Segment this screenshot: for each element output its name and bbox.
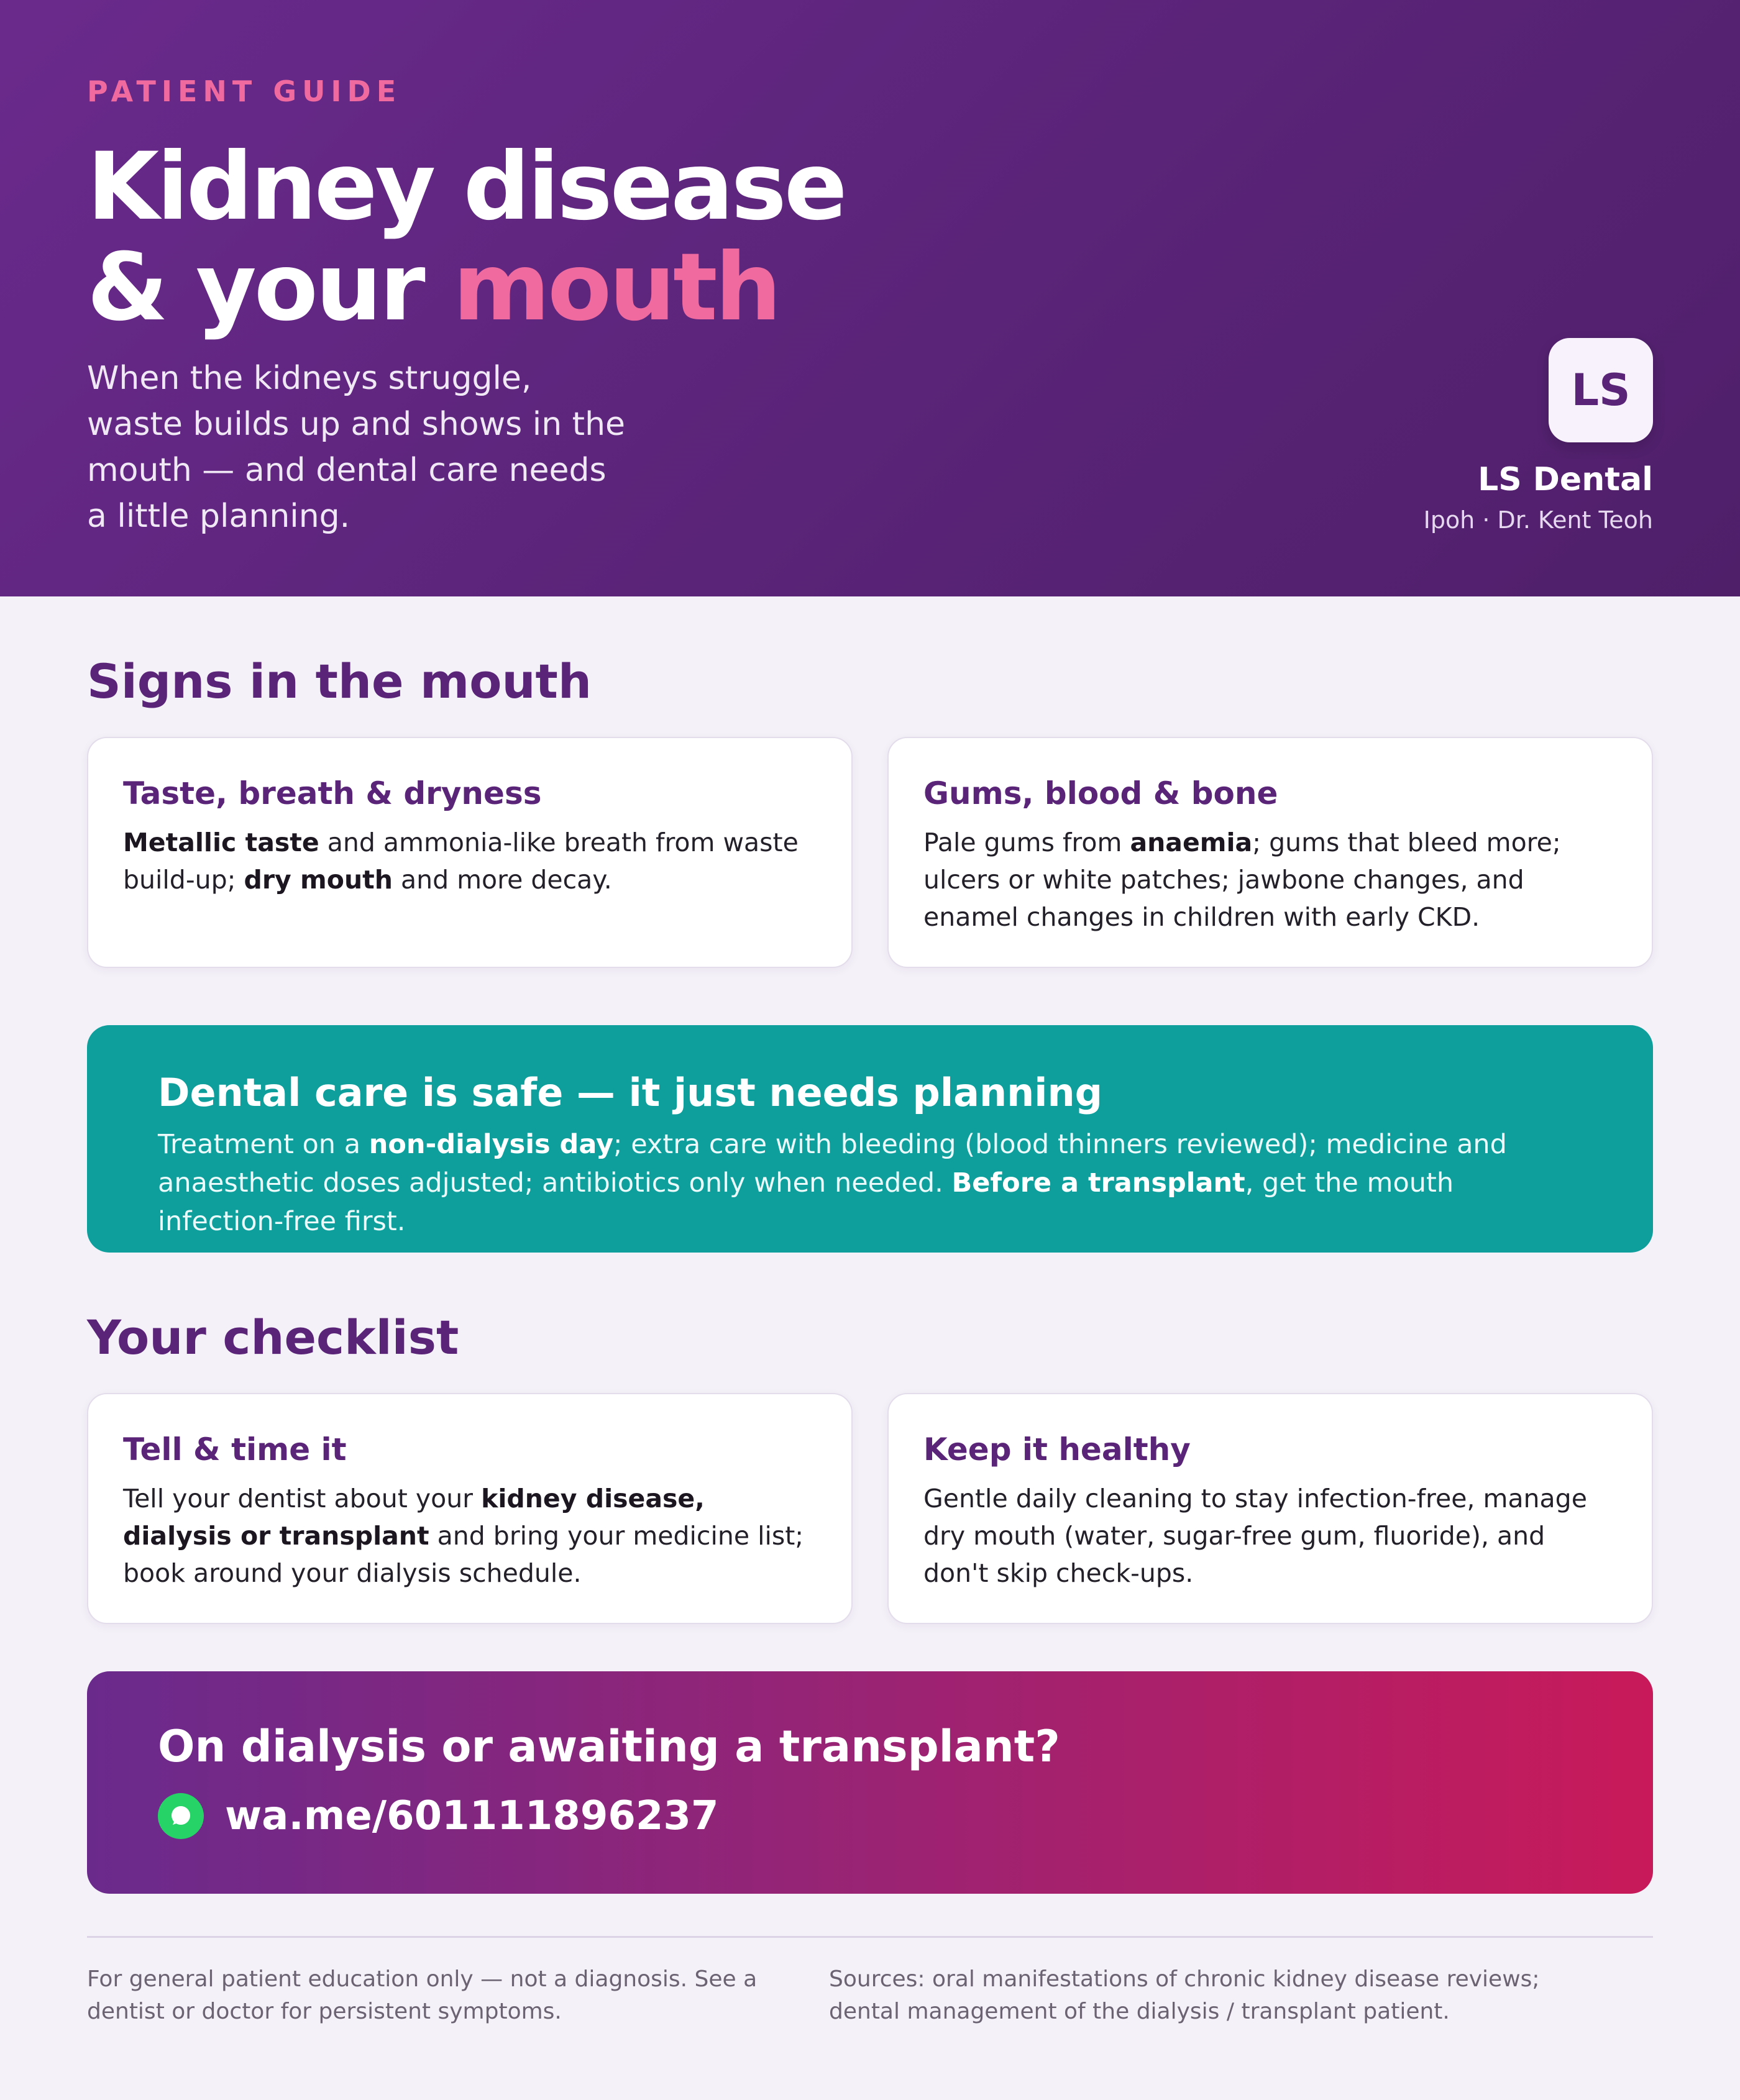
card-keep-healthy <box>887 1393 1653 1624</box>
emphasis-text: anaemia <box>1130 828 1253 857</box>
brand-location: Ipoh · Dr. Kent Teoh <box>1423 506 1653 534</box>
card-title: Taste, breath & dryness <box>123 775 542 811</box>
section-title-signs: Signs in the mouth <box>87 654 592 709</box>
page-title <box>87 133 845 342</box>
title-line-2 <box>87 234 845 342</box>
emphasis-text: Before a transplant <box>951 1167 1245 1198</box>
whatsapp-icon <box>158 1793 204 1839</box>
title-line-2-prefix: & your <box>87 234 453 342</box>
title-line-1: Kidney disease <box>87 133 845 241</box>
emphasis-text: Metallic taste <box>123 828 319 857</box>
card-title: Tell & time it <box>123 1431 347 1468</box>
hero-header <box>0 0 1740 596</box>
emphasis-text: kidney disease, dialysis or transplant <box>123 1484 705 1551</box>
card-body: Metallic taste and ammonia-like breath from waste build-up; dry mouth and more decay. <box>123 828 799 895</box>
brand-name: LS Dental <box>1478 461 1653 498</box>
contact-cta-banner <box>87 1671 1653 1894</box>
card-body: Pale gums from anaemia; gums that bleed more; ulcers or white patches; jawbone changes, and enamel changes in children with early CKD. <box>923 828 1561 932</box>
callout-title: Dental care is safe — it just needs planning <box>158 1070 1103 1115</box>
whatsapp-link-row[interactable] <box>158 1793 1582 1839</box>
safe-care-callout <box>87 1025 1653 1253</box>
footer-disclaimer: For general patient education only — not a diagnosis. See a dentist or doctor for persistent symptoms. <box>87 1966 758 2024</box>
brand-logo <box>1549 338 1653 442</box>
eyebrow-label: PATIENT GUIDE <box>87 75 402 108</box>
emphasis-text: non-dialysis day <box>369 1129 614 1160</box>
chat-bubble-icon <box>167 1802 195 1830</box>
card-taste-breath <box>87 737 853 968</box>
card-title: Keep it healthy <box>923 1431 1191 1468</box>
footer-sources: Sources: oral manifestations of chronic kidney disease reviews; dental management of the dialysis / transplant patient. <box>829 1966 1540 2024</box>
card-body: Tell your dentist about your kidney disease, dialysis or transplant and bring your medicine list; book around your dialysis schedule. <box>123 1484 804 1588</box>
section-title-checklist: Your checklist <box>87 1310 459 1365</box>
title-accent-word: mouth <box>452 234 779 342</box>
cta-title: On dialysis or awaiting a transplant? <box>158 1721 1060 1772</box>
card-body: Gentle daily cleaning to stay infection-free, manage dry mouth (water, sugar-free gum, fluoride), and don't skip check-ups. <box>923 1484 1587 1588</box>
footer-divider <box>87 1936 1653 1938</box>
emphasis-text: dry mouth <box>244 865 393 895</box>
page-subtitle: When the kidneys struggle, waste builds up and shows in the mouth — and dental care needs a little planning. <box>87 360 626 535</box>
whatsapp-link[interactable]: wa.me/601111896237 <box>225 1793 719 1839</box>
logo-text: LS <box>1571 365 1631 416</box>
card-title: Gums, blood & bone <box>923 775 1278 811</box>
card-tell-time <box>87 1393 853 1624</box>
callout-body: Treatment on a non-dialysis day; extra care with bleeding (blood thinners reviewed); medicine and anaesthetic doses adjusted; antibiotics only when needed. Before a transplant, get the mouth infection-free first. <box>158 1129 1507 1237</box>
card-gums-blood <box>887 737 1653 968</box>
